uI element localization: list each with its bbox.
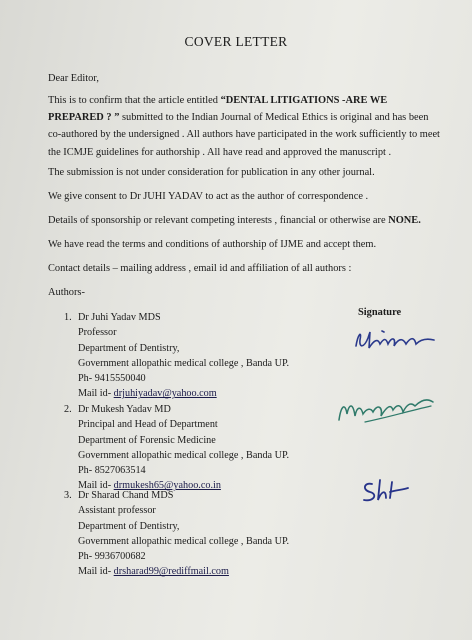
letter-title: COVER LETTER bbox=[184, 34, 288, 49]
article-title: “DENTAL LITIGATIONS -ARE WE PREPARED ? ” bbox=[48, 95, 388, 124]
author-department: Department of Dentistry, bbox=[78, 342, 180, 354]
contact-details-intro: Contact details – mailing address , email id and affiliation of all authors : bbox=[48, 263, 352, 274]
author-phone: Ph- 9415550040 bbox=[78, 373, 146, 385]
consent-statement: We give consent to Dr JUHI YADAV to act as the author of correspondence . bbox=[48, 191, 369, 202]
signature-mukesh-yadav bbox=[335, 392, 445, 426]
author-phone: Ph- 8527063514 bbox=[78, 465, 146, 477]
author-designation: Principal and Head of Department bbox=[78, 419, 218, 431]
author-number: 1. bbox=[64, 312, 72, 323]
author-department: Department of Forensic Medicine bbox=[78, 434, 216, 446]
signature-heading: Signature bbox=[358, 307, 402, 318]
signature-path bbox=[364, 480, 408, 500]
author-name: Dr Juhi Yadav MDS bbox=[78, 312, 161, 323]
signature-stroke bbox=[335, 392, 445, 426]
mail-label: Mail id- bbox=[78, 388, 114, 400]
signature-juhi-yadav bbox=[350, 326, 440, 356]
confirmation-paragraph bbox=[48, 92, 442, 161]
author-name: Dr Mukesh Yadav MD bbox=[78, 404, 171, 415]
author-designation: Assistant professor bbox=[78, 505, 156, 517]
signature-path bbox=[356, 332, 434, 348]
author-institution: Government allopathic medical college , Banda UP. bbox=[78, 535, 290, 547]
author-number: 3. bbox=[64, 490, 72, 501]
author-number: 2. bbox=[64, 404, 72, 415]
author-email-link[interactable]: drmukesh65@yahoo.co.in bbox=[113, 480, 221, 492]
author-department: Department of Dentistry, bbox=[78, 520, 180, 532]
interests-statement bbox=[48, 212, 442, 229]
author-institution: Government allopathic medical college , Banda UP. bbox=[78, 449, 290, 461]
author-mail-row bbox=[78, 386, 289, 401]
author-phone: Ph- 9936700682 bbox=[78, 551, 146, 563]
mail-label: Mail id- bbox=[78, 566, 114, 578]
author-name: Dr Sharad Chand MDS bbox=[78, 490, 174, 501]
interests-none: NONE. bbox=[388, 215, 421, 226]
signature-dot bbox=[382, 331, 384, 332]
author-email-link[interactable]: drsharad99@rediffmail.com bbox=[113, 566, 229, 578]
interests-text: Details of sponsorship or relevant competing interests , financial or otherwise are bbox=[48, 215, 389, 226]
terms-statement: We have read the terms and conditions of authorship of IJME and accept them. bbox=[48, 239, 377, 250]
confirmation-text-start: This is to confirm that the article entitled bbox=[48, 95, 221, 106]
author-email-link[interactable]: drjuhiyadav@yahoo.com bbox=[113, 388, 217, 400]
author-designation: Professor bbox=[78, 327, 117, 339]
signature-stroke bbox=[356, 476, 416, 506]
signature-stroke bbox=[350, 326, 440, 356]
mail-label: Mail id- bbox=[78, 480, 114, 492]
author-institution: Government allopathic medical college , Banda UP. bbox=[78, 357, 290, 369]
confirmation-text-end: submitted to the Indian Journal of Medical Ethics is original and has been co-authored by the undersigned . All authors have participated in the work sufficiently to meet the ICMJE guidelines for authorship . All have read and approved the manuscript . bbox=[48, 112, 440, 158]
signature-sharad-chand bbox=[356, 476, 416, 506]
submission-statement: The submission is not under consideration for publication in any other journal. bbox=[48, 167, 375, 178]
authors-heading: Authors- bbox=[48, 287, 85, 298]
author-mail-row bbox=[78, 564, 289, 579]
salutation: Dear Editor, bbox=[48, 73, 99, 84]
